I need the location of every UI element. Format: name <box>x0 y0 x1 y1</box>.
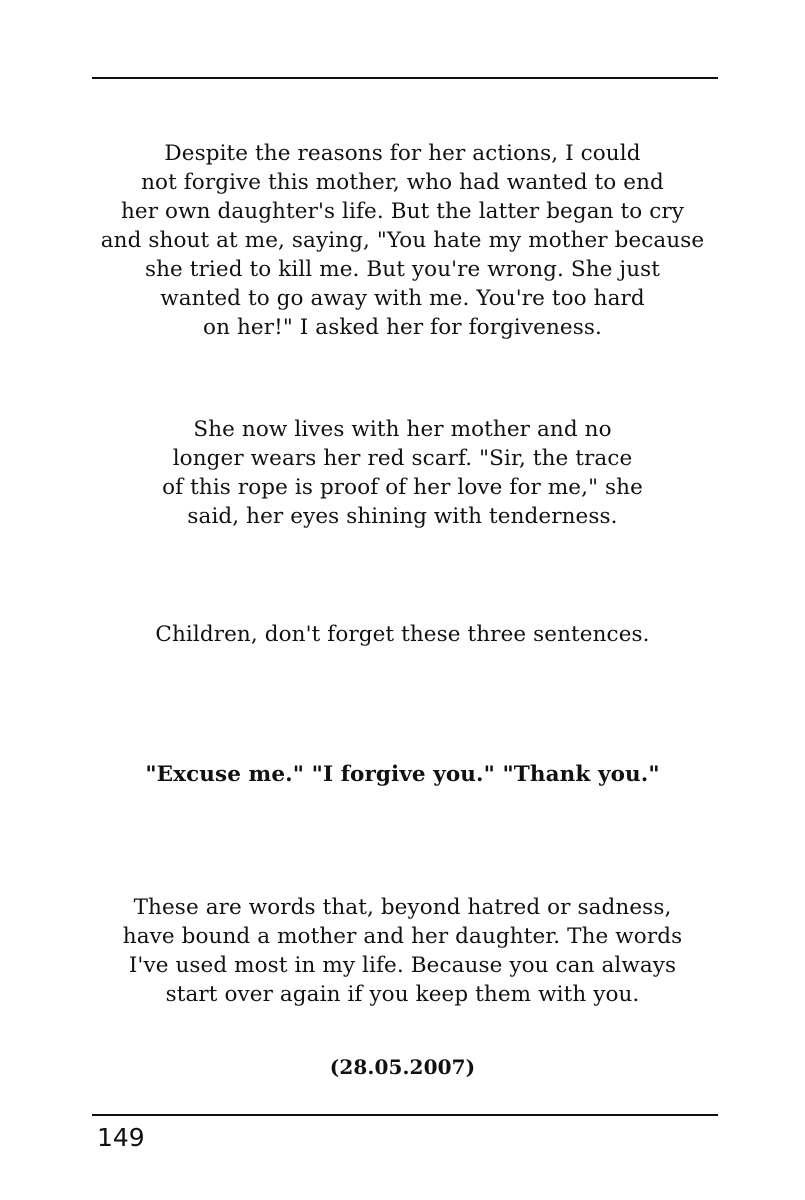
text-line: have bound a mother and her daughter. The words <box>122 924 683 949</box>
bottom-rule <box>92 1114 718 1116</box>
text-line: on her!" I asked her for forgiveness. <box>203 315 602 340</box>
paragraph-forgiveness-story <box>60 139 745 342</box>
text-line: These are words that, beyond hatred or sadness, <box>133 895 672 920</box>
paragraph-key-phrases <box>60 760 745 789</box>
text-line: longer wears her red scarf. "Sir, the trace <box>172 446 633 471</box>
text-line: of this rope is proof of her love for me," she <box>162 475 643 500</box>
text-line: "Excuse me." "I forgive you." "Thank you." <box>145 762 660 787</box>
text-line: said, her eyes shining with tenderness. <box>187 504 618 529</box>
date-stamp <box>60 1053 745 1082</box>
text-line: Despite the reasons for her actions, I could <box>164 141 641 166</box>
date-text: (28.05.2007) <box>329 1055 476 1079</box>
paragraph-conclusion <box>60 893 745 1009</box>
text-line: Children, don't forget these three sentences. <box>155 622 650 647</box>
text-line: I've used most in my life. Because you can always <box>128 953 677 978</box>
text-line: wanted to go away with me. You're too hard <box>160 286 645 311</box>
paragraph-three-sentences <box>60 620 745 649</box>
top-rule <box>92 77 718 79</box>
text-line: not forgive this mother, who had wanted to end <box>141 170 664 195</box>
text-line: her own daughter's life. But the latter began to cry <box>120 199 685 224</box>
paragraph-red-scarf <box>60 415 745 531</box>
text-line: she tried to kill me. But you're wrong. She just <box>144 257 661 282</box>
page-number: 149 <box>97 1123 145 1152</box>
text-line: start over again if you keep them with you. <box>165 982 640 1007</box>
text-line: She now lives with her mother and no <box>193 417 612 442</box>
text-line: and shout at me, saying, "You hate my mother because <box>100 228 705 253</box>
